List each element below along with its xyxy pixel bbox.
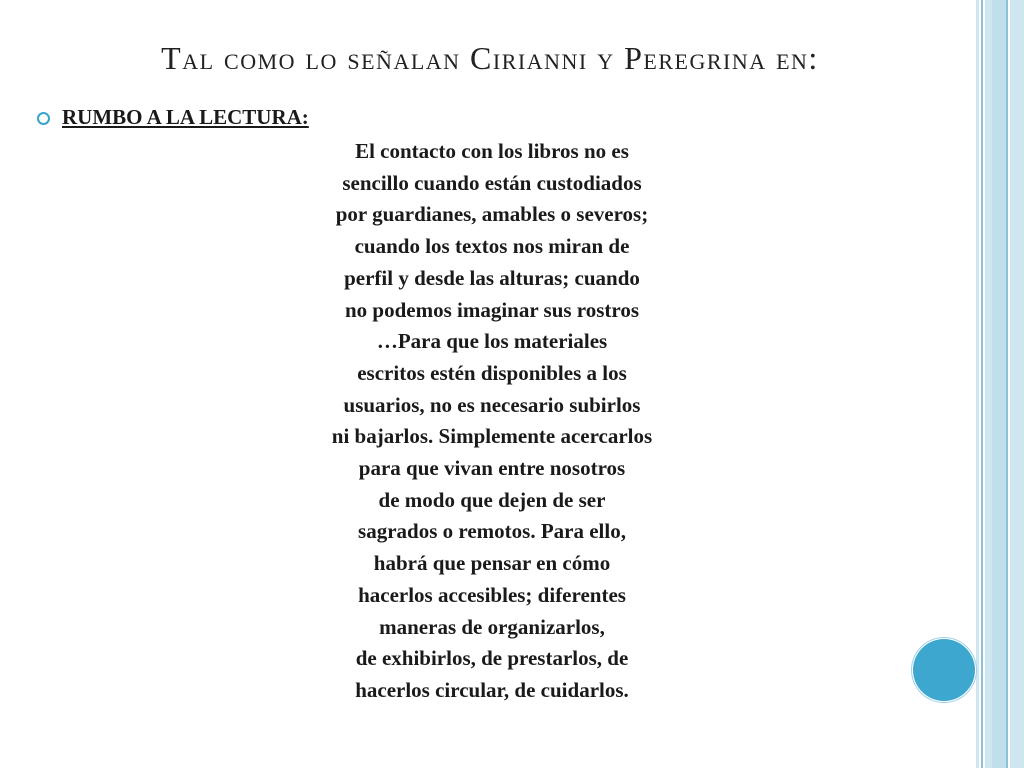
quote-line: por guardianes, amables o severos; xyxy=(335,202,649,227)
quote-text xyxy=(62,136,922,707)
quote-line: de modo que dejen de ser xyxy=(378,487,606,512)
slide-title: Tal como lo señalan Cirianni y Peregrina en: xyxy=(161,40,819,76)
quote-line: no podemos imaginar sus rostros xyxy=(344,297,640,322)
quote-line: usuarios, no es necesario subirlos xyxy=(343,392,641,417)
quote-line: sagrados o remotos. Para ello, xyxy=(358,519,626,544)
bullet-heading: RUMBO A LA LECTURA: xyxy=(62,105,309,129)
quote-line: El contacto con los libros no es xyxy=(355,139,629,163)
quote-line: hacerlos circular, de cuidarlos. xyxy=(355,677,629,702)
quote-line: ni bajarlos. Simplemente acercarlos xyxy=(331,424,653,449)
quote-line: cuando los textos nos miran de xyxy=(354,234,630,259)
quote-line: escritos estén disponibles a los xyxy=(357,360,627,385)
quote-line: de exhibirlos, de prestarlos, de xyxy=(355,646,629,671)
quote-line: sencillo cuando están custodiados xyxy=(342,170,642,195)
quote-line: hacerlos accesibles; diferentes xyxy=(358,582,626,607)
bullet-icon xyxy=(37,112,50,125)
teal-circle-decoration xyxy=(913,639,975,701)
quote-line: …Para que los materiales xyxy=(376,329,608,354)
quote-line: maneras de organizarlos, xyxy=(379,614,605,639)
quote-line: para que vivan entre nosotros xyxy=(358,456,626,481)
decorative-stripes xyxy=(976,0,1024,768)
quote-line: habrá que pensar en cómo xyxy=(373,551,611,576)
quote-line: perfil y desde las alturas; cuando xyxy=(344,265,640,290)
